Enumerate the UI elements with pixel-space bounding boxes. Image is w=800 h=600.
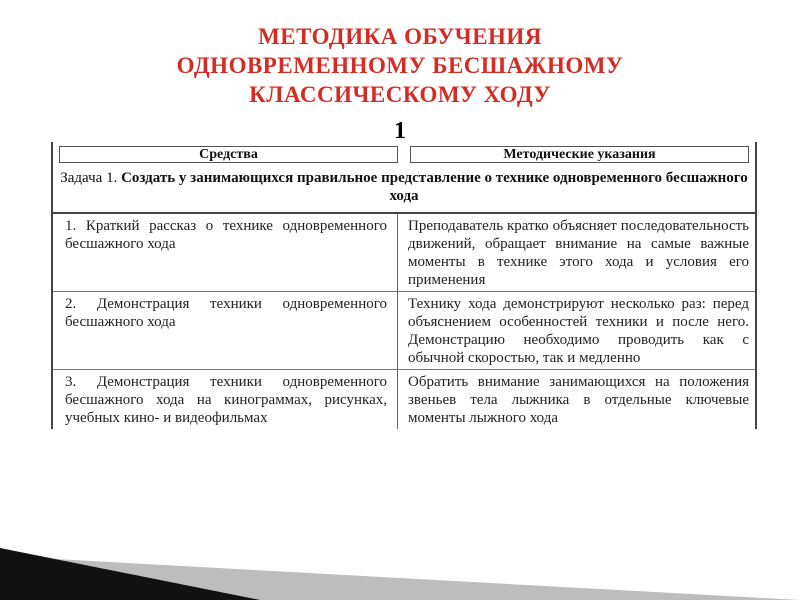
slide-title-line-3: КЛАССИЧЕСКОМУ ХОДУ [249, 82, 551, 107]
header-means: Средства [59, 146, 398, 163]
task-prefix: Задача 1. [60, 170, 122, 186]
table-row [53, 292, 755, 370]
task-text: Создать у занимающихся правильное представление о технике одновременного бесшажного хода [121, 170, 748, 204]
table-header-row [53, 146, 755, 163]
table-row [53, 214, 755, 292]
means-cell: 2. Демонстрация техники одновременного бесшажного хода [53, 292, 398, 369]
guidance-cell: Преподаватель кратко объясняет последовательность движений, обращает внимание на самые важные моменты в технике этого хода и условия его применения [408, 218, 749, 288]
task-heading [53, 163, 755, 214]
decoration-light-wedge [0, 556, 800, 600]
slide-title [0, 22, 800, 109]
slide-title-line-1: МЕТОДИКА ОБУЧЕНИЯ [258, 24, 542, 49]
decoration-dark-wedge [0, 548, 260, 600]
methodology-table [51, 142, 757, 429]
table-row [53, 370, 755, 429]
page-number: 1 [394, 118, 406, 144]
means-cell: 3. Демонстрация техники одновременного бесшажного хода на кинограммах, рисунках, учебных кино- и видеофильмах [53, 370, 398, 429]
slide-title-line-2: ОДНОВРЕМЕННОМУ БЕСШАЖНОМУ [176, 53, 624, 78]
header-guidance: Методические указания [410, 146, 749, 163]
guidance-cell: Обратить внимание занимающихся на положения звеньев тела лыжника в отдельные ключевые моменты лыжного хода [408, 374, 749, 426]
means-cell: 1. Краткий рассказ о технике одновременного бесшажного хода [53, 214, 398, 291]
guidance-cell: Технику хода демонстрируют несколько раз: перед объяснением особенностей техники и после него. Демонстрацию необходимо проводить как с обычной скоростью, так и медленно [408, 296, 749, 366]
